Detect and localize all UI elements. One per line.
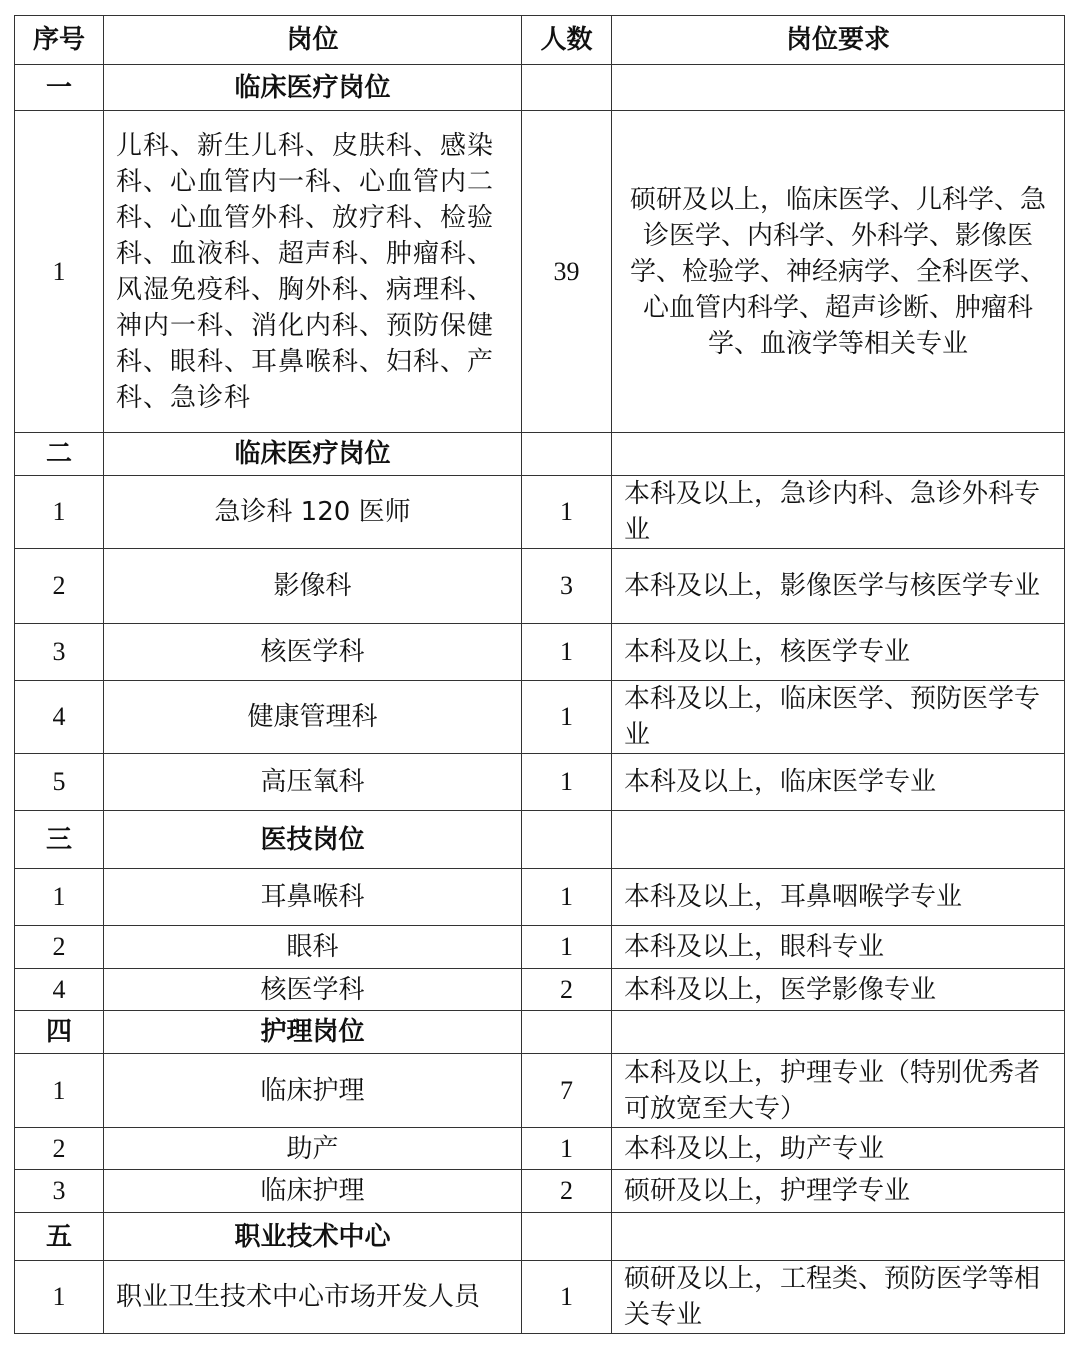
row-seq: 3 (15, 624, 104, 681)
section-title: 临床医疗岗位 (104, 433, 522, 476)
section-req (612, 811, 1065, 869)
section-count (522, 1213, 612, 1261)
row-post: 急诊科 120 医师 (104, 476, 522, 549)
section-seq: 三 (15, 811, 104, 869)
section-seq: 五 (15, 1213, 104, 1261)
row-post: 临床护理 (104, 1170, 522, 1213)
table-row (15, 1054, 1065, 1128)
section-seq: 四 (15, 1011, 104, 1054)
row-count: 1 (522, 624, 612, 681)
row-count: 3 (522, 549, 612, 624)
row-count: 1 (522, 754, 612, 811)
section-count (522, 65, 612, 111)
header-post: 岗位 (104, 16, 522, 65)
recruitment-table (14, 15, 1065, 1334)
header-count: 人数 (522, 16, 612, 65)
row-seq: 2 (15, 1128, 104, 1170)
row-post: 影像科 (104, 549, 522, 624)
row-requirement: 本科及以上，临床医学、预防医学专业 (612, 681, 1065, 754)
row-requirement: 本科及以上，护理专业（特别优秀者可放宽至大专） (612, 1054, 1065, 1128)
row-post: 高压氧科 (104, 754, 522, 811)
section-count (522, 1011, 612, 1054)
row-requirement: 本科及以上，助产专业 (612, 1128, 1065, 1170)
row-seq: 4 (15, 969, 104, 1011)
table-row (15, 624, 1065, 681)
section-title: 护理岗位 (104, 1011, 522, 1054)
row-count: 2 (522, 1170, 612, 1213)
row-post: 助产 (104, 1128, 522, 1170)
row-requirement: 硕研及以上，护理学专业 (612, 1170, 1065, 1213)
row-requirement: 硕研及以上，临床医学、儿科学、急诊医学、内科学、外科学、影像医学、检验学、神经病学、全科医学、心血管内科学、超声诊断、肿瘤科学、血液学等相关专业 (612, 111, 1065, 433)
header-requirement: 岗位要求 (612, 16, 1065, 65)
section-row (15, 433, 1065, 476)
row-post: 临床护理 (104, 1054, 522, 1128)
row-requirement: 本科及以上，眼科专业 (612, 926, 1065, 969)
row-count: 39 (522, 111, 612, 433)
row-count: 2 (522, 969, 612, 1011)
row-count: 1 (522, 476, 612, 549)
row-seq: 3 (15, 1170, 104, 1213)
section-req (612, 1011, 1065, 1054)
section-count (522, 811, 612, 869)
header-row (15, 16, 1065, 65)
row-count: 1 (522, 926, 612, 969)
section-title: 临床医疗岗位 (104, 65, 522, 111)
row-seq: 1 (15, 1054, 104, 1128)
table-row (15, 1170, 1065, 1213)
row-seq: 1 (15, 111, 104, 433)
row-seq: 1 (15, 1261, 104, 1334)
row-requirement: 硕研及以上，工程类、预防医学等相关专业 (612, 1261, 1065, 1334)
header-seq: 序号 (15, 16, 104, 65)
section-row (15, 65, 1065, 111)
section-title: 医技岗位 (104, 811, 522, 869)
table-row (15, 1128, 1065, 1170)
section-req (612, 1213, 1065, 1261)
table-row (15, 869, 1065, 926)
row-post: 健康管理科 (104, 681, 522, 754)
row-post: 核医学科 (104, 969, 522, 1011)
row-requirement: 本科及以上，耳鼻咽喉学专业 (612, 869, 1065, 926)
table-row (15, 969, 1065, 1011)
row-count: 1 (522, 1128, 612, 1170)
table-row (15, 549, 1065, 624)
row-seq: 1 (15, 476, 104, 549)
section-row (15, 1011, 1065, 1054)
row-requirement: 本科及以上，医学影像专业 (612, 969, 1065, 1011)
table-row (15, 754, 1065, 811)
row-seq: 5 (15, 754, 104, 811)
row-post: 核医学科 (104, 624, 522, 681)
section-count (522, 433, 612, 476)
row-post: 职业卫生技术中心市场开发人员 (104, 1261, 522, 1334)
row-seq: 2 (15, 549, 104, 624)
row-seq: 1 (15, 869, 104, 926)
row-count: 1 (522, 1261, 612, 1334)
table-row (15, 111, 1065, 433)
section-seq: 二 (15, 433, 104, 476)
table-row (15, 926, 1065, 969)
row-requirement: 本科及以上，核医学专业 (612, 624, 1065, 681)
section-seq: 一 (15, 65, 104, 111)
section-req (612, 65, 1065, 111)
row-count: 7 (522, 1054, 612, 1128)
row-count: 1 (522, 681, 612, 754)
row-post: 眼科 (104, 926, 522, 969)
row-count: 1 (522, 869, 612, 926)
section-row (15, 811, 1065, 869)
row-seq: 2 (15, 926, 104, 969)
row-requirement: 本科及以上，急诊内科、急诊外科专业 (612, 476, 1065, 549)
row-post: 儿科、新生儿科、皮肤科、感染科、心血管内一科、心血管内二科、心血管外科、放疗科、检验科、血液科、超声科、肿瘤科、风湿免疫科、胸外科、病理科、神内一科、消化内科、预防保健科、眼科、耳鼻喉科、妇科、产科、急诊科 (104, 111, 522, 433)
table-row (15, 476, 1065, 549)
section-row (15, 1213, 1065, 1261)
row-seq: 4 (15, 681, 104, 754)
section-title: 职业技术中心 (104, 1213, 522, 1261)
row-requirement: 本科及以上，影像医学与核医学专业 (612, 549, 1065, 624)
row-requirement: 本科及以上，临床医学专业 (612, 754, 1065, 811)
row-post: 耳鼻喉科 (104, 869, 522, 926)
table-row (15, 1261, 1065, 1334)
section-req (612, 433, 1065, 476)
table-row (15, 681, 1065, 754)
